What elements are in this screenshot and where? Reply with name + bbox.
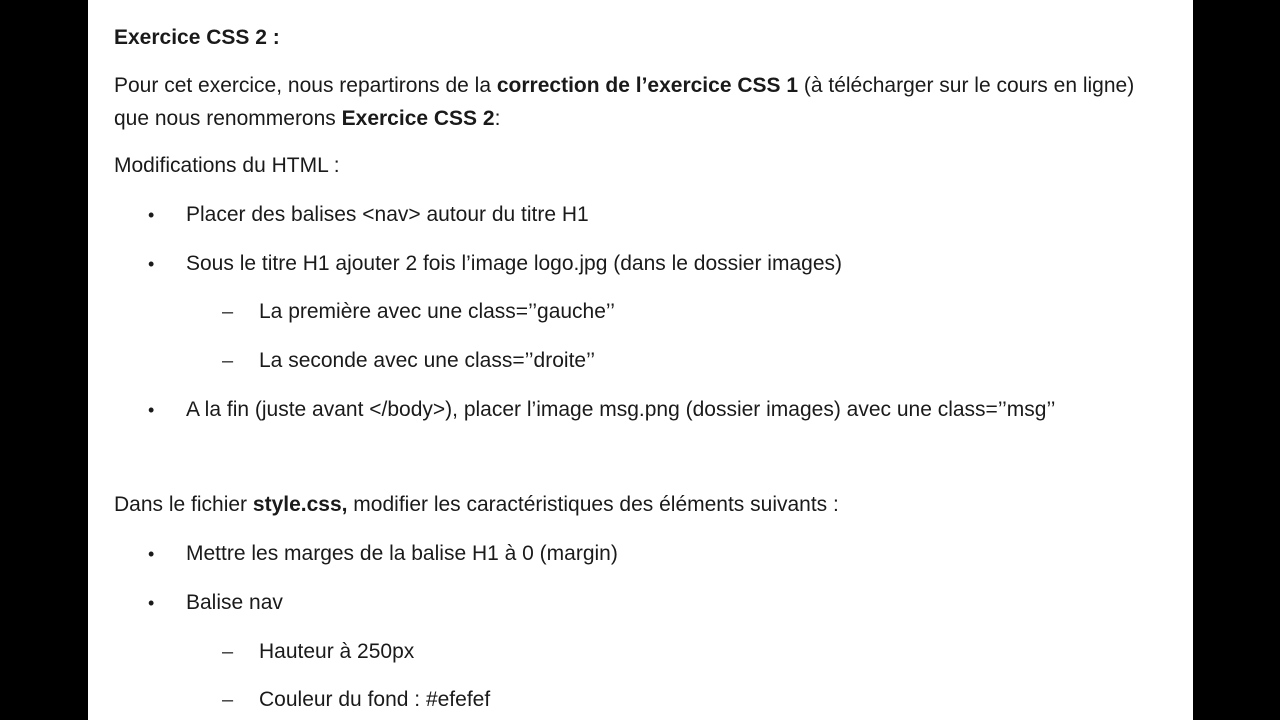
list-item: Balise nav [186, 591, 283, 614]
sub-list-item: La seconde avec une class=’’droite’’ [259, 349, 596, 372]
list-item: Placer des balises <nav> autour du titre H1 [186, 203, 589, 226]
css-heading-text: modifier les caractéristiques des éléments suivants : [347, 493, 839, 516]
html-section-heading: Modifications du HTML : [114, 154, 340, 177]
list-item: Sous le titre H1 ajouter 2 fois l’image logo.jpg (dans le dossier images) [186, 252, 842, 275]
list-item: A la fin (juste avant </body>), placer l’image msg.png (dossier images) avec une class=’’msg’’ [186, 398, 1056, 421]
intro-text: (à télécharger sur le cours en ligne) [798, 74, 1135, 97]
intro-text: : [494, 107, 501, 130]
bullet-icon: • [148, 593, 155, 613]
intro-line-1 [114, 73, 1134, 99]
sub-list-item: La première avec une class=’’gauche’’ [259, 300, 615, 323]
list-item: Mettre les marges de la balise H1 à 0 (margin) [186, 542, 618, 565]
intro-line-2 [114, 106, 500, 132]
dash-icon: – [222, 301, 234, 323]
intro-text: que nous renommerons [114, 107, 342, 130]
intro-bold-correction: correction de l’exercice CSS 1 [496, 74, 799, 97]
dash-icon: – [222, 689, 234, 711]
dash-icon: – [222, 641, 234, 663]
intro-bold-exercise: Exercice CSS 2 [341, 107, 495, 130]
css-section-heading [114, 492, 839, 518]
bullet-icon: • [148, 254, 155, 274]
intro-text: Pour cet exercice, nous repartirons de la [114, 74, 497, 97]
dash-icon: – [222, 350, 234, 372]
sub-list-item: Hauteur à 250px [259, 640, 415, 663]
css-heading-text: Dans le fichier [114, 493, 253, 516]
document-page [88, 0, 1193, 720]
css-heading-bold: style.css, [252, 493, 348, 516]
bullet-icon: • [148, 205, 155, 225]
bullet-icon: • [148, 400, 155, 420]
exercise-title: Exercice CSS 2 : [114, 26, 280, 49]
bullet-icon: • [148, 544, 155, 564]
sub-list-item: Couleur du fond : #efefef [259, 688, 491, 711]
